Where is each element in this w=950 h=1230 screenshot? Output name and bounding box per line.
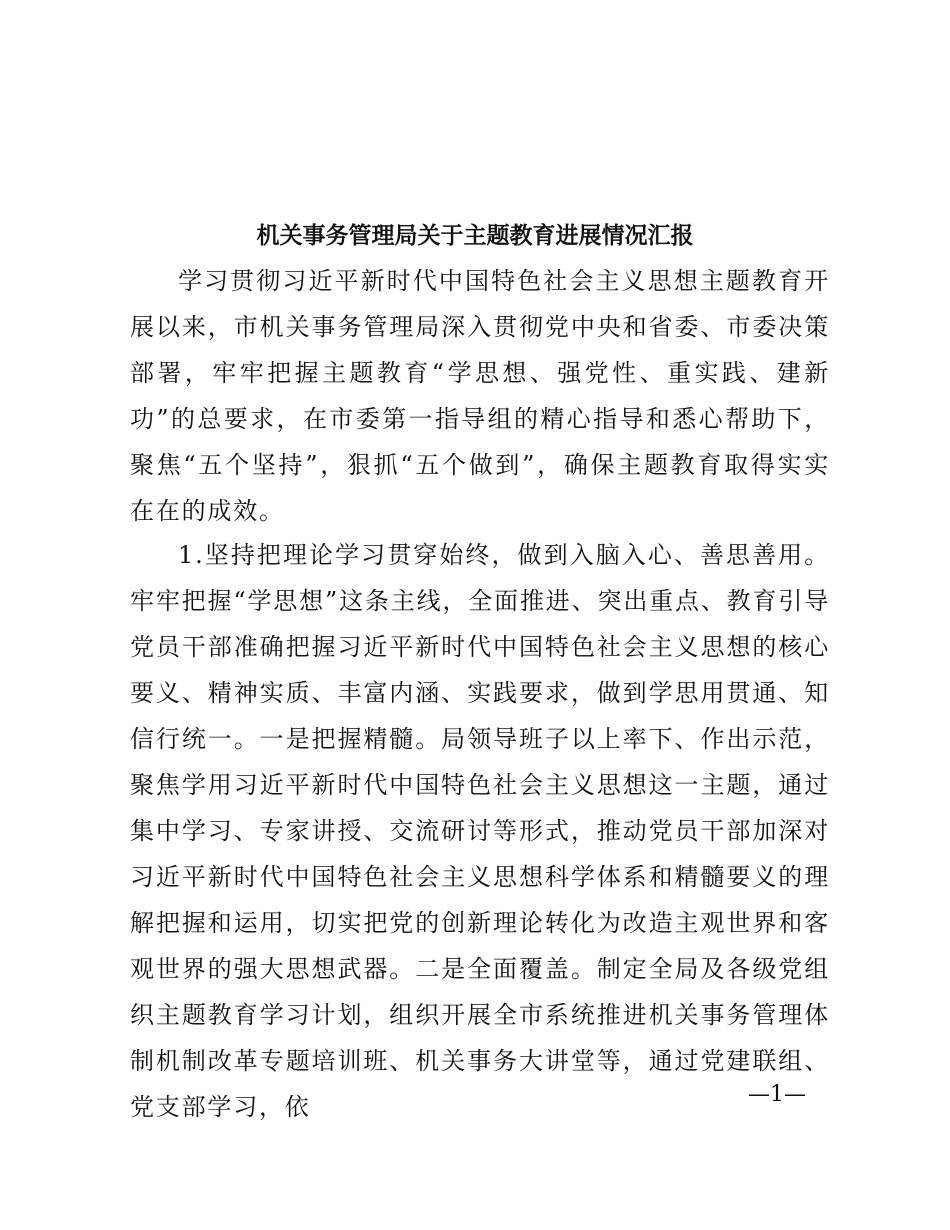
- paragraph-intro: 学习贯彻习近平新时代中国特色社会主义思想主题教育开展以来，市机关事务管理局深入贯彻党中央和省委、市委决策部署，牢牢把握主题教育“学思想、强党性、重实践、建新功”的总要求，在市委第一指导组的精心指导和悉心帮助下，聚焦“五个坚持”，狠抓“五个做到”，确保主题教育取得实实在在的成效。: [130, 267, 830, 525]
- page-number: —1—: [748, 1082, 806, 1107]
- document-title: 机关事务管理局关于主题教育进展情况汇报: [256, 222, 694, 249]
- paragraph-section-1: 1.坚持把理论学习贯穿始终，做到入脑入心、善思善用。牢牢把握“学思想”这条主线，全面推进、突出重点、教育引导党员干部准确把握习近平新时代中国特色社会主义思想的核心要义、精神实质、丰富内涵、实践要求，做到学思用贯通、知信行统一。一是把握精髓。局领导班子以上率下、作出示范，聚焦学用习近平新时代中国特色社会主义思想这一主题，通过集中学习、专家讲授、交流研讨等形式，推动党员干部加深对习近平新时代中国特色社会主义思想科学体系和精髓要义的理解把握和运用，切实把党的创新理论转化为改造主观世界和客观世界的强大思想武器。二是全面覆盖。制定全局及各级党组织主题教育学习计划，组织开展全市系统推进机关事务管理体制机制改革专题培训班、机关事务大讲堂等，通过党建联组、党支部学习，依: [130, 541, 830, 1121]
